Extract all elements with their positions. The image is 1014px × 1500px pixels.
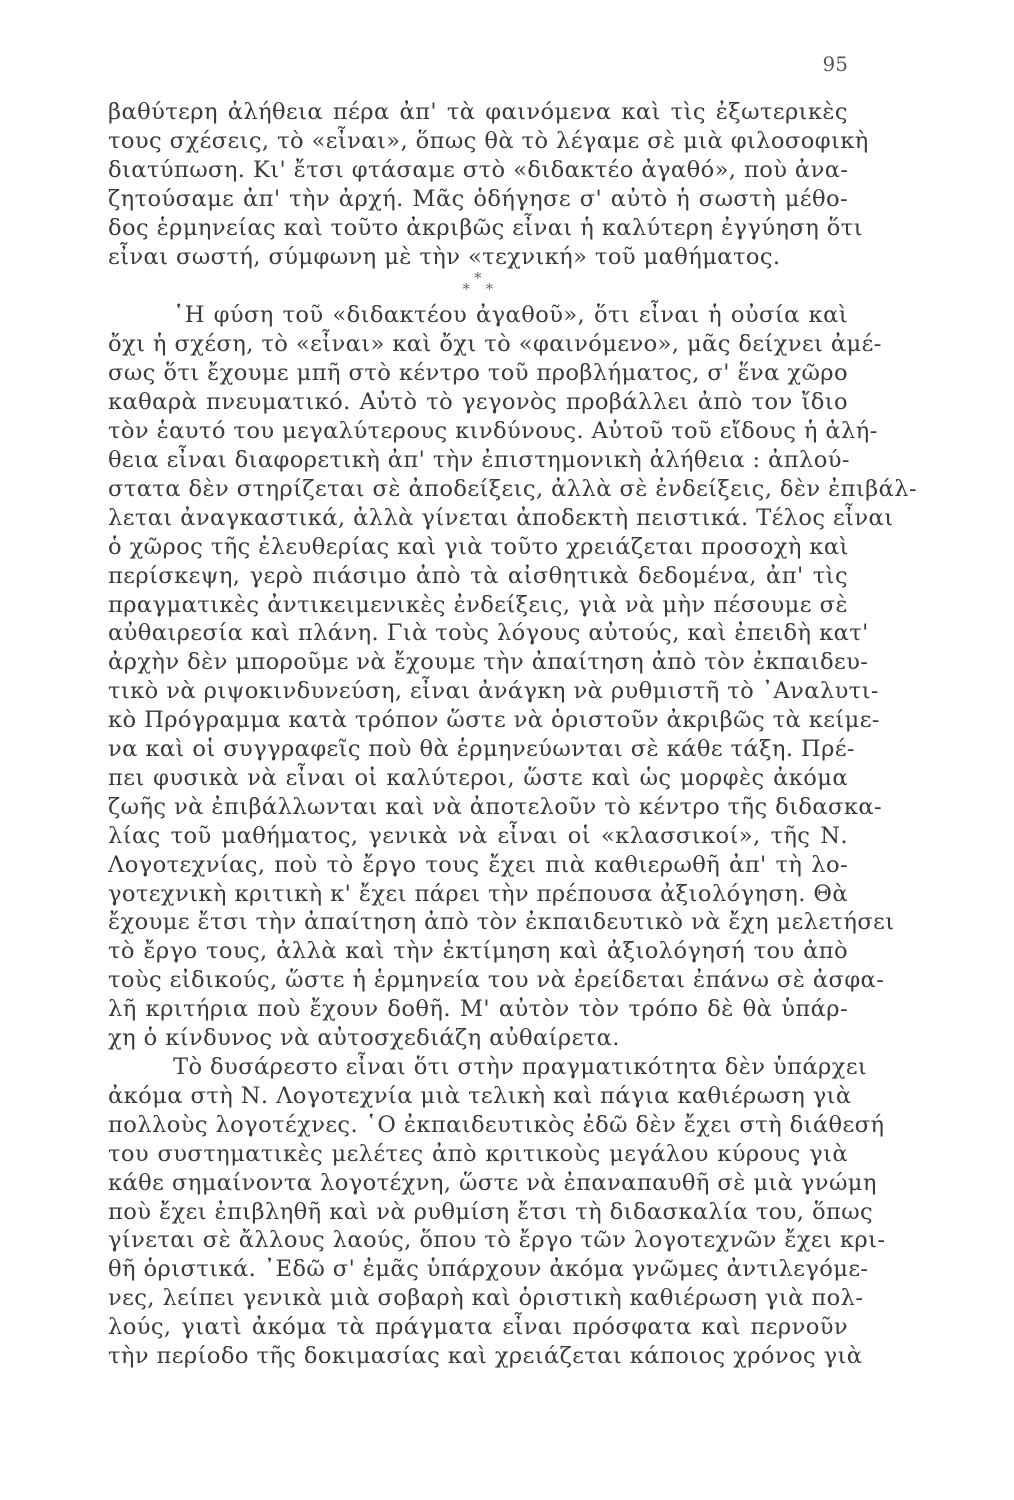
- text-line: βαθύτερη ἀλήθεια πέρα ἀπ' τὰ φαινόμενα καὶ τὶς ἐξωτερικὲς: [108, 99, 848, 125]
- text-line: ἀκόμα στὴ Ν. Λογοτεχνία μιὰ τελικὴ καὶ πάγια καθιέρωση γιὰ: [108, 1082, 852, 1109]
- text-line: τους σχέσεις, τὸ «εἶναι», ὅπως θὰ τὸ λέγαμε σὲ μιὰ φιλοσοφικὴ: [108, 127, 869, 154]
- text-line: Λογοτεχνίας, ποὺ τὸ ἔργο τους ἔχει πιὰ καθιερωθῆ ἀπ' τὴ λο-: [108, 851, 848, 878]
- text-line: πει φυσικὰ νὰ εἶναι οἱ καλύτεροι, ὥστε καὶ ὡς μορφὲς ἀκόμα: [108, 764, 848, 791]
- separator-asterisk-right: *: [485, 280, 494, 299]
- paragraph-2: [108, 301, 918, 1053]
- paragraph-1: [108, 98, 869, 271]
- text-line: εἶναι σωστή, σύμφωνη μὲ τὴν «τεχνική» τοῦ μαθήματος.: [108, 243, 781, 270]
- text-line: ζητούσαμε ἀπ' τὴν ἀρχή. Μᾶς ὁδήγησε σ' αὐτὸ ἡ σωστὴ μέθο-: [108, 185, 848, 212]
- separator-asterisk-top: *: [474, 269, 482, 288]
- text-line: ποὺ ἔχει ἐπιβληθῆ καὶ νὰ ρυθμίση ἔτσι τὴ διδασκαλία του, ὅπως: [108, 1198, 874, 1225]
- text-line: περίσκεψη, γερὸ πιάσιμο ἀπὸ τὰ αἰσθητικὰ δεδομένα, ἀπ' τὶς: [108, 562, 848, 589]
- text-line: λούς, γιατὶ ἀκόμα τὰ πράγματα εἶναι πρόσφατα καὶ περνοῦν: [108, 1314, 848, 1341]
- text-line: λεται ἀναγκαστικά, ἀλλὰ γίνεται ἀποδεκτὴ πειστικά. Τέλος εἶναι: [108, 504, 894, 531]
- text-line: τὸ ἔργο τους, ἀλλὰ καὶ τὴν ἐκτίμηση καὶ ἀξιολόγησή του ἀπὸ: [108, 938, 848, 965]
- text-line: θεια εἶναι διαφορετικὴ ἀπ' τὴν ἐπιστημονικὴ ἀλήθεια : ἀπλού-: [108, 446, 850, 473]
- body-text: [108, 98, 918, 1371]
- text-line: τικὸ νὰ ριψοκινδυνεύση, εἶναι ἀνάγκη νὰ ρυθμιστῆ τὸ ᾿Αναλυτι-: [108, 678, 879, 705]
- text-line: γίνεται σὲ ἄλλους λαούς, ὅπου τὸ ἔργο τῶν λογοτεχνῶν ἔχει κρι-: [108, 1227, 886, 1254]
- text-line: ἔχουμε ἔτσι τὴν ἀπαίτηση ἀπὸ τὸν ἐκπαιδευτικὸ νὰ ἔχη μελετήσει: [108, 909, 895, 936]
- text-line: ὄχι ἡ σχέση, τὸ «εἶναι» καὶ ὄχι τὸ «φαινόμενο», μᾶς δείχνει ἀμέ-: [108, 331, 882, 358]
- text-line: καθαρὰ πνευματικό. Αὐτὸ τὸ γεγονὸς προβάλλει ἀπὸ τον ἴδιο: [108, 389, 848, 416]
- section-separator: [108, 269, 848, 299]
- text-line: διατύπωση. Κι' ἔτσι φτάσαμε στὸ «διδακτέο ἀγαθό», ποὺ ἀνα-: [108, 156, 849, 183]
- text-line: κὸ Πρόγραμμα κατὰ τρόπον ὥστε νὰ ὁριστοῦν ἀκριβῶς τὰ κείμε-: [108, 707, 880, 734]
- paragraph-3: [108, 1053, 886, 1371]
- text-line: ὁ χῶρος τῆς ἐλευθερίας καὶ γιὰ τοῦτο χρειάζεται προσοχὴ καὶ: [108, 533, 849, 560]
- text-line: χη ὁ κίνδυνος νὰ αὐτοσχεδιάζη αὐθαίρετα.: [108, 1025, 620, 1052]
- text-line: νες, λείπει γενικὰ μιὰ σοβαρὴ καὶ ὁριστικὴ καθιέρωση γιὰ πολ-: [108, 1285, 864, 1312]
- text-line: λίας τοῦ μαθήματος, γενικὰ νὰ εἶναι οἱ «κλασσικοί», τῆς Ν.: [108, 822, 848, 849]
- text-line: σως ὅτι ἔχουμε μπῆ στὸ κέντρο τοῦ προβλήματος, σ' ἕνα χῶρο: [108, 360, 848, 387]
- text-line: να καὶ οἱ συγγραφεῖς ποὺ θὰ ἑρμηνεύωνται σὲ κάθε τάξη. Πρέ-: [108, 736, 855, 763]
- text-line: γοτεχνικὴ κριτικὴ κ' ἔχει πάρει τὴν πρέπουσα ἀξιολόγηση. Θὰ: [108, 880, 848, 907]
- text-line: τὴν περίοδο τῆς δοκιμασίας καὶ χρειάζεται κάποιος χρόνος γιὰ: [108, 1343, 863, 1370]
- text-line: αὐθαιρεσία καὶ πλάνη. Γιὰ τοὺς λόγους αὐτούς, καὶ ἐπειδὴ κατ': [108, 620, 869, 647]
- text-line: ζωῆς νὰ ἐπιβάλλωνται καὶ νὰ ἀποτελοῦν τὸ κέντρο τῆς διδασκα-: [108, 793, 883, 820]
- page-number: 95: [822, 52, 848, 76]
- text-line: θῆ ὁριστικά. ᾿Εδῶ σ' ἐμᾶς ὑπάρχουν ἀκόμα γνῶμες ἀντιλεγόμε-: [108, 1256, 869, 1283]
- text-line: πραγματικὲς ἀντικειμενικὲς ἐνδείξεις, γιὰ νὰ μὴν πέσουμε σὲ: [108, 591, 848, 618]
- text-line: δος ἑρμηνείας καὶ τοῦτο ἀκριβῶς εἶναι ἡ καλύτερη ἐγγύηση ὅτι: [108, 214, 863, 241]
- text-line: λῆ κριτήρια ποὺ ἔχουν δοθῆ. Μ' αὐτὸν τὸν τρόπο δὲ θὰ ὑπάρ-: [108, 996, 848, 1023]
- text-line: Τὸ δυσάρεστο εἶναι ὅτι στὴν πραγματικότητα δὲν ὑπάρχει: [173, 1054, 868, 1080]
- separator-asterisk-left: *: [462, 280, 471, 299]
- text-line: τὸν ἑαυτό του μεγαλύτερους κινδύνους. Αὐτοῦ τοῦ εἴδους ἡ ἀλή-: [108, 418, 878, 445]
- text-line: του συστηματικὲς μελέτες ἀπὸ κριτικοὺς μεγάλου κύρους γιὰ: [108, 1140, 848, 1167]
- text-line: ἀρχὴν δὲν μποροῦμε νὰ ἔχουμε τὴν ἀπαίτηση ἀπὸ τὸν ἐκπαιδευ-: [108, 649, 869, 676]
- text-line: τοὺς εἰδικούς, ὥστε ἡ ἑρμηνεία του νὰ ἐρείδεται ἐπάνω σὲ ἀσφα-: [108, 967, 885, 994]
- text-line: πολλοὺς λογοτέχνες. ῾Ο ἐκπαιδευτικὸς ἐδῶ δὲν ἔχει στὴ διάθεσή: [108, 1111, 885, 1138]
- text-line: κάθε σημαίνοντα λογοτέχνη, ὥστε νὰ ἐπαναπαυθῆ σὲ μιὰ γνώμη: [108, 1169, 877, 1196]
- separator-asterisk-row: [458, 280, 499, 299]
- text-line: στατα δὲν στηρίζεται σὲ ἀποδείξεις, ἀλλὰ σὲ ἐνδείξεις, δὲν ἐπιβάλ-: [108, 475, 918, 502]
- text-line: ῾Η φύση τοῦ «διδακτέου ἀγαθοῦ», ὅτι εἶναι ἡ οὐσία καὶ: [173, 302, 848, 329]
